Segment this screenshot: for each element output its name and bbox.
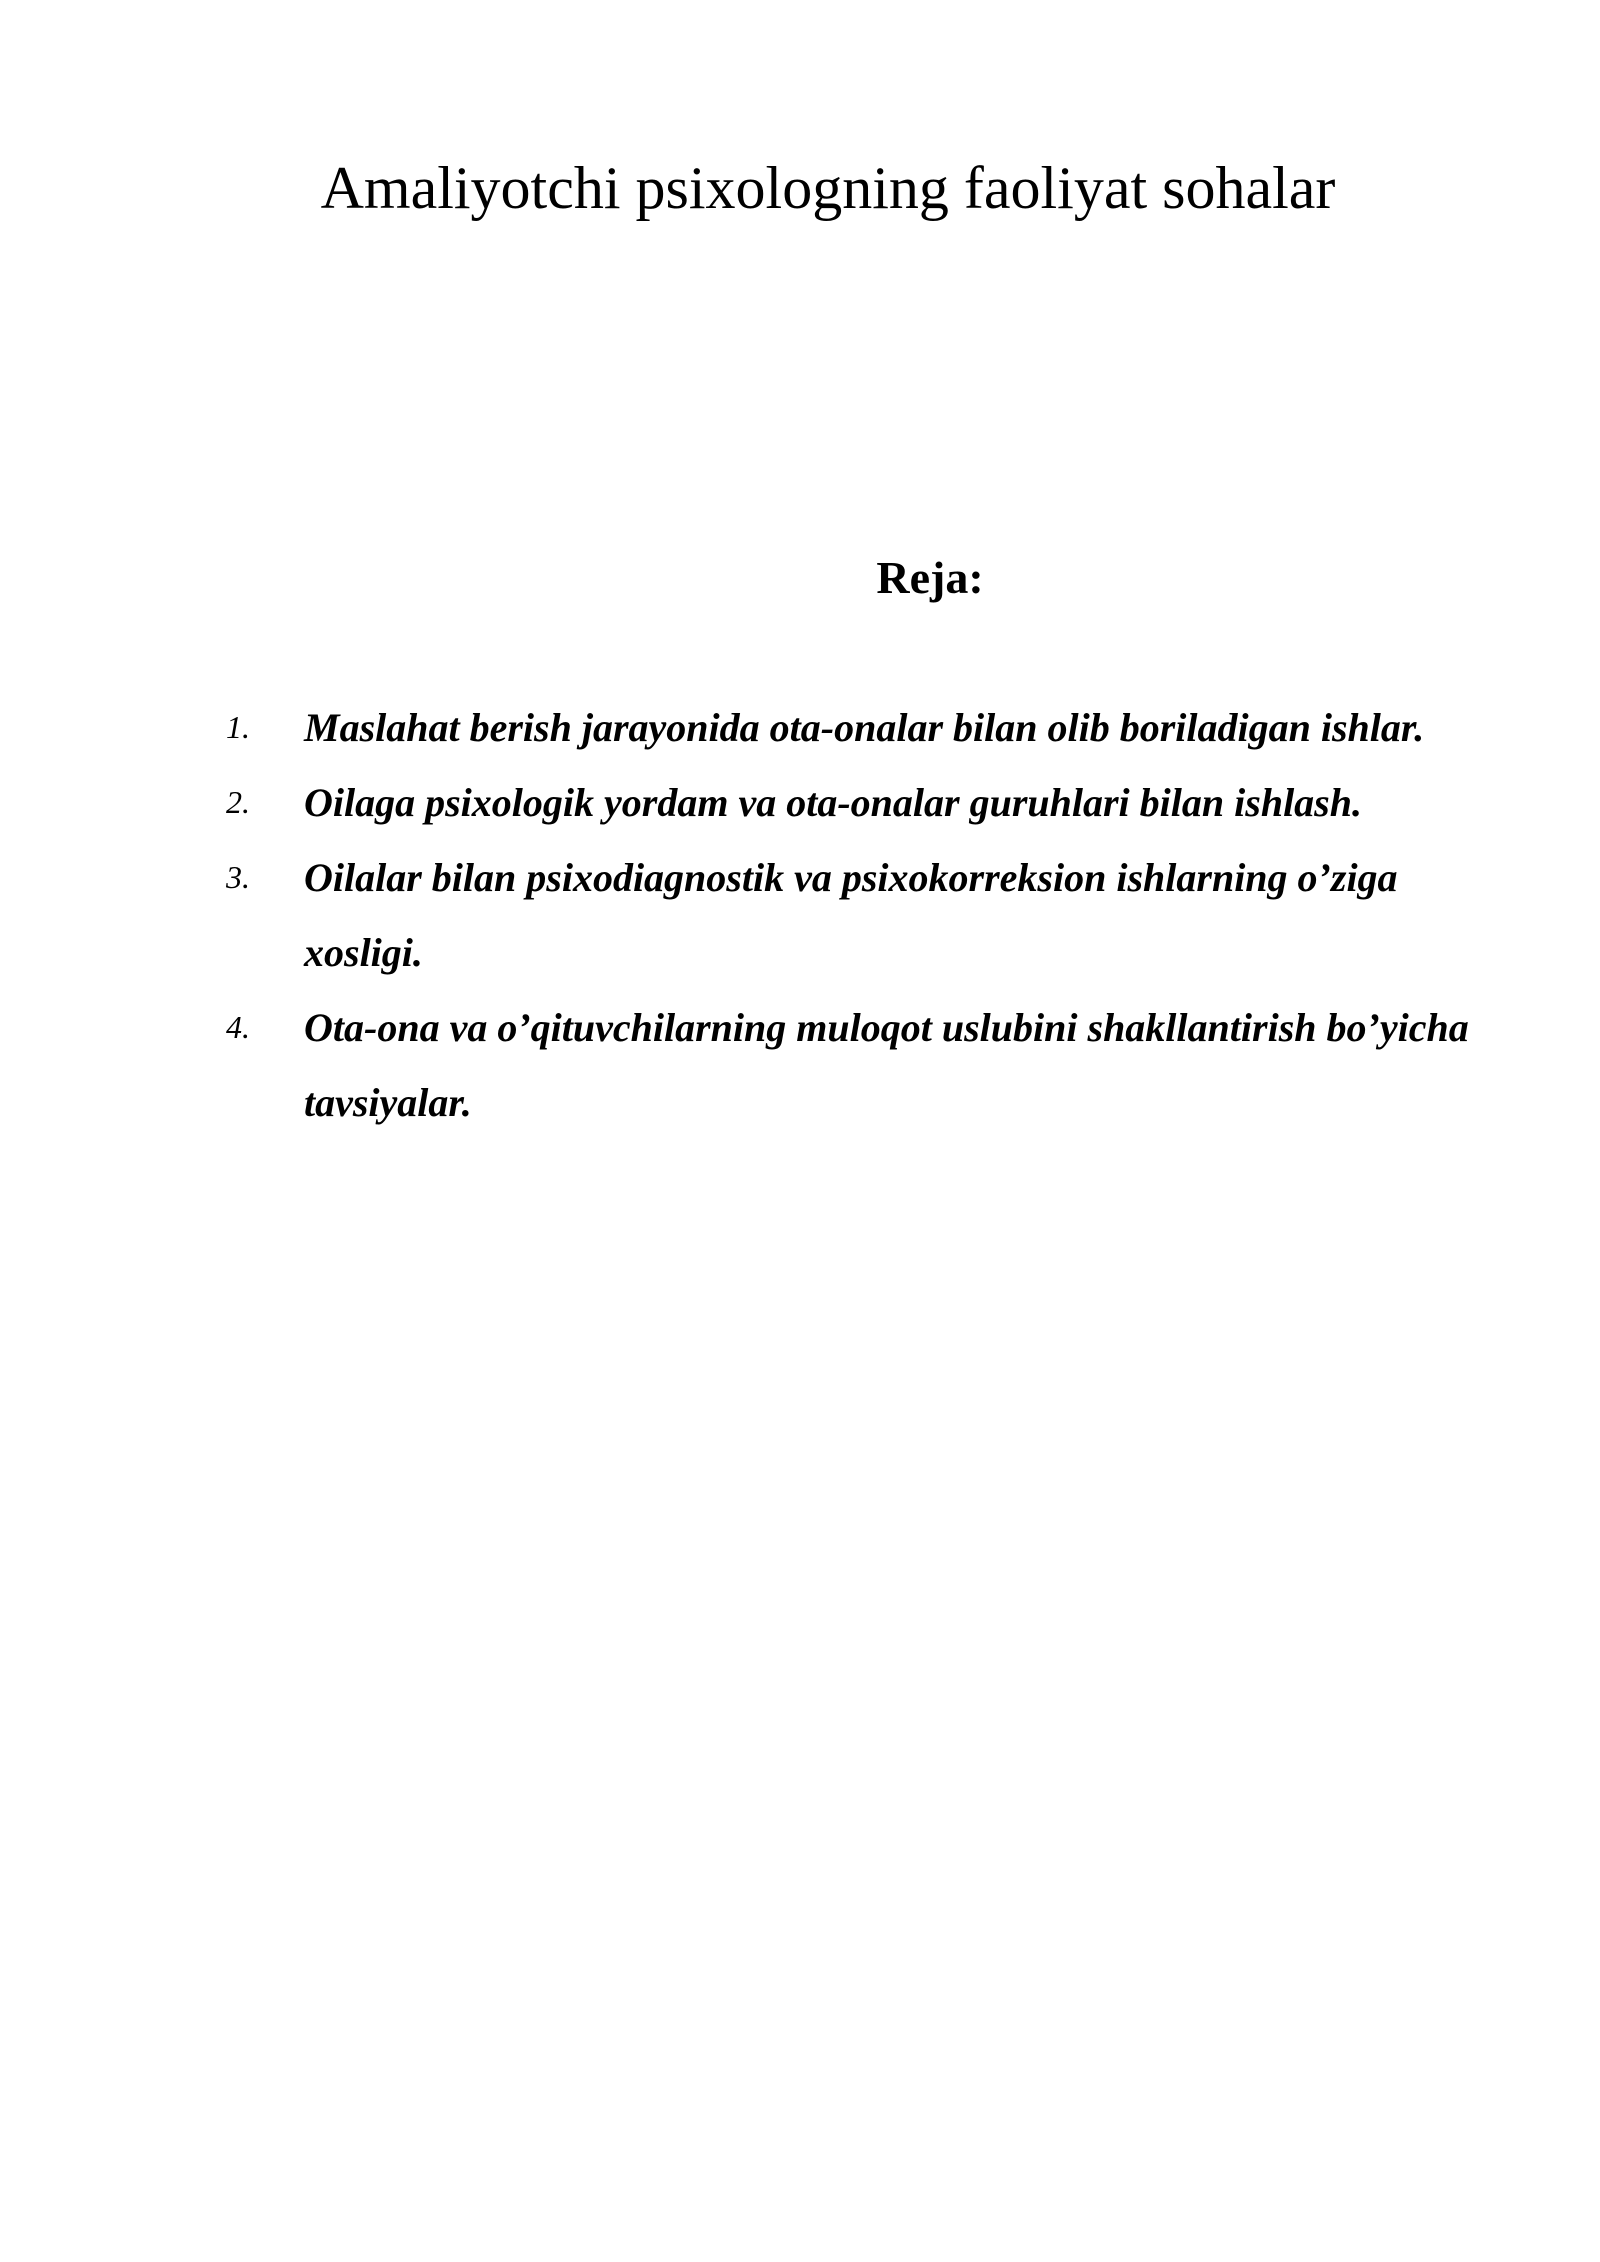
plan-heading: Reja:	[876, 552, 984, 603]
page-title: Amaliyotchi psixologning faoliyat sohalar	[320, 155, 1336, 221]
plan-list	[226, 690, 1526, 1140]
plan-item-number: 1.	[226, 709, 250, 745]
plan-item-number: 3.	[226, 859, 250, 895]
plan-item-2	[226, 765, 1526, 840]
plan-item-text: Maslahat berish jarayonida ota-onalar bilan olib boriladigan ishlar.	[304, 705, 1425, 750]
plan-item-text: Ota-ona va o’qituvchilarning muloqot uslubini shakllantirish bo’yicha tavsiyalar.	[304, 1005, 1469, 1125]
plan-item-text: Oilaga psixologik yordam va ota-onalar guruhlari bilan ishlash.	[304, 780, 1362, 825]
plan-item-number: 2.	[226, 784, 250, 820]
plan-item-text: Oilalar bilan psixodiagnostik va psixokorreksion ishlarning o’ziga xosligi.	[304, 855, 1398, 975]
plan-item-4	[226, 990, 1526, 1140]
plan-item-number: 4.	[226, 1009, 250, 1045]
plan-item-3	[226, 840, 1526, 990]
plan-item-1	[226, 690, 1526, 765]
